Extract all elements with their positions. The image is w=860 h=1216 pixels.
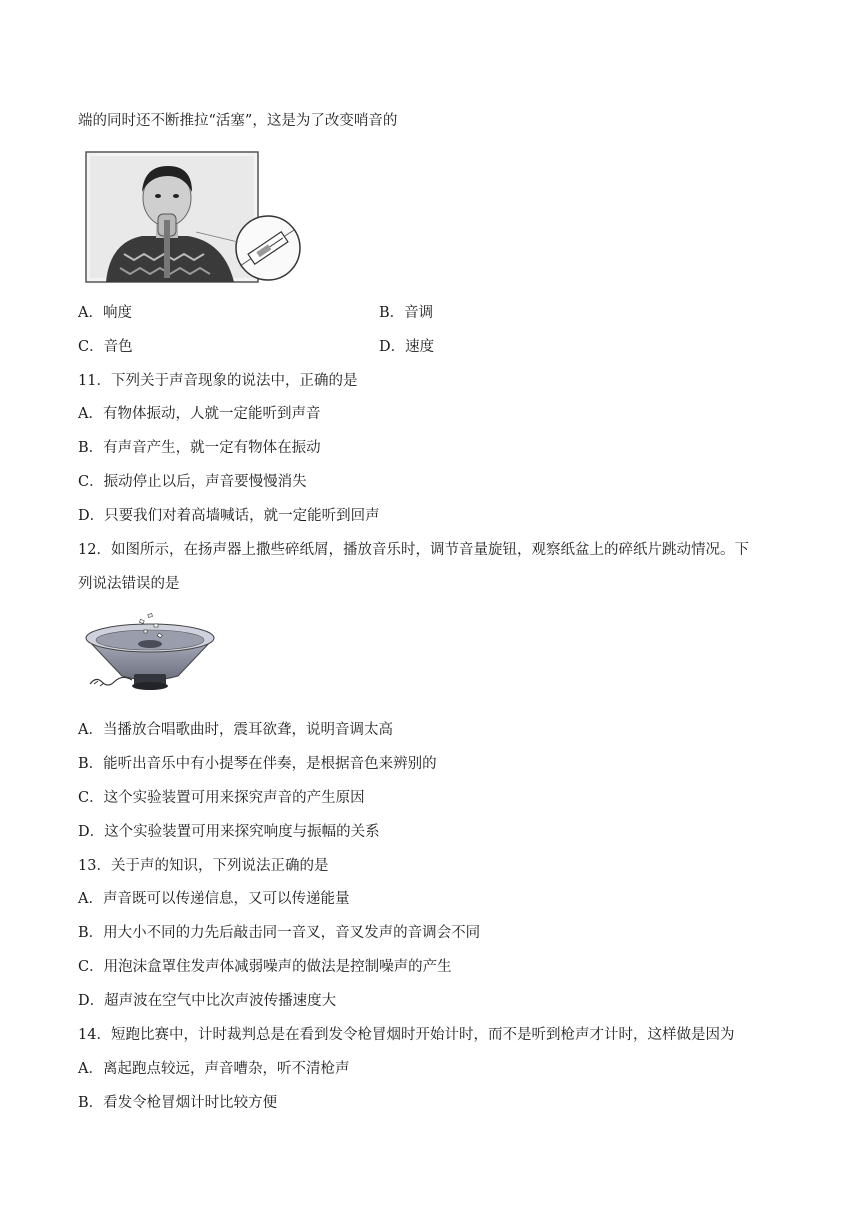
q12-option-c: C．这个实验装置可用来探究声音的产生原因 [78,790,365,806]
q12-stem-line2: 列说法错误的是 [78,576,180,592]
q13-stem: 13．关于声的知识，下列说法正确的是 [78,858,329,874]
q10-option-d: D．速度 [379,339,435,355]
q11-option-b: B．有声音产生，就一定有物体在振动 [78,440,321,456]
q12-option-b: B．能听出音乐中有小提琴在伴奏，是根据音色来辨别的 [78,756,437,772]
q12-option-a: A．当播放合唱歌曲时，震耳欲聋，说明音调太高 [78,722,393,738]
q11-option-a: A．有物体振动，人就一定能听到声音 [78,406,321,422]
q13-option-a: A．声音既可以传递信息，又可以传递能量 [78,891,350,907]
q10-figure-boy-whistle [84,150,308,286]
q11-stem: 11．下列关于声音现象的说法中，正确的是 [78,373,358,389]
q13-option-b: B．用大小不同的力先后敲击同一音叉，音叉发声的音调会不同 [78,925,481,941]
q14-option-a: A．离起跑点较远，声音嘈杂，听不清枪声 [78,1061,350,1077]
q13-option-d: D．超声波在空气中比次声波传播速度大 [78,993,337,1009]
q14-stem: 14．短跑比赛中，计时裁判总是在看到发令枪冒烟时开始计时，而不是听到枪声才计时，这样做是因为 [78,1027,735,1043]
q14-option-b: B．看发令枪冒烟计时比较方便 [78,1095,278,1111]
q13-option-c: C．用泡沫盒罩住发声体减弱噪声的做法是控制噪声的产生 [78,959,452,975]
q11-option-d: D．只要我们对着高墙喊话，就一定能听到回声 [78,508,380,524]
q10-option-a: A．响度 [78,305,132,321]
q11-option-c: C．振动停止以后，声音要慢慢消失 [78,474,307,490]
q12-figure-speaker [82,612,218,698]
q10-stem: 端的同时还不断推拉“活塞”，这是为了改变哨音的 [78,113,398,129]
q10-option-c: C．音色 [78,339,133,355]
q12-stem-line1: 12．如图所示，在扬声器上撒些碎纸屑，播放音乐时，调节音量旋钮，观察纸盆上的碎纸片跳动情况。下 [78,542,749,558]
q10-option-b: B．音调 [379,305,434,321]
q12-option-d: D．这个实验装置可用来探究响度与振幅的关系 [78,824,380,840]
